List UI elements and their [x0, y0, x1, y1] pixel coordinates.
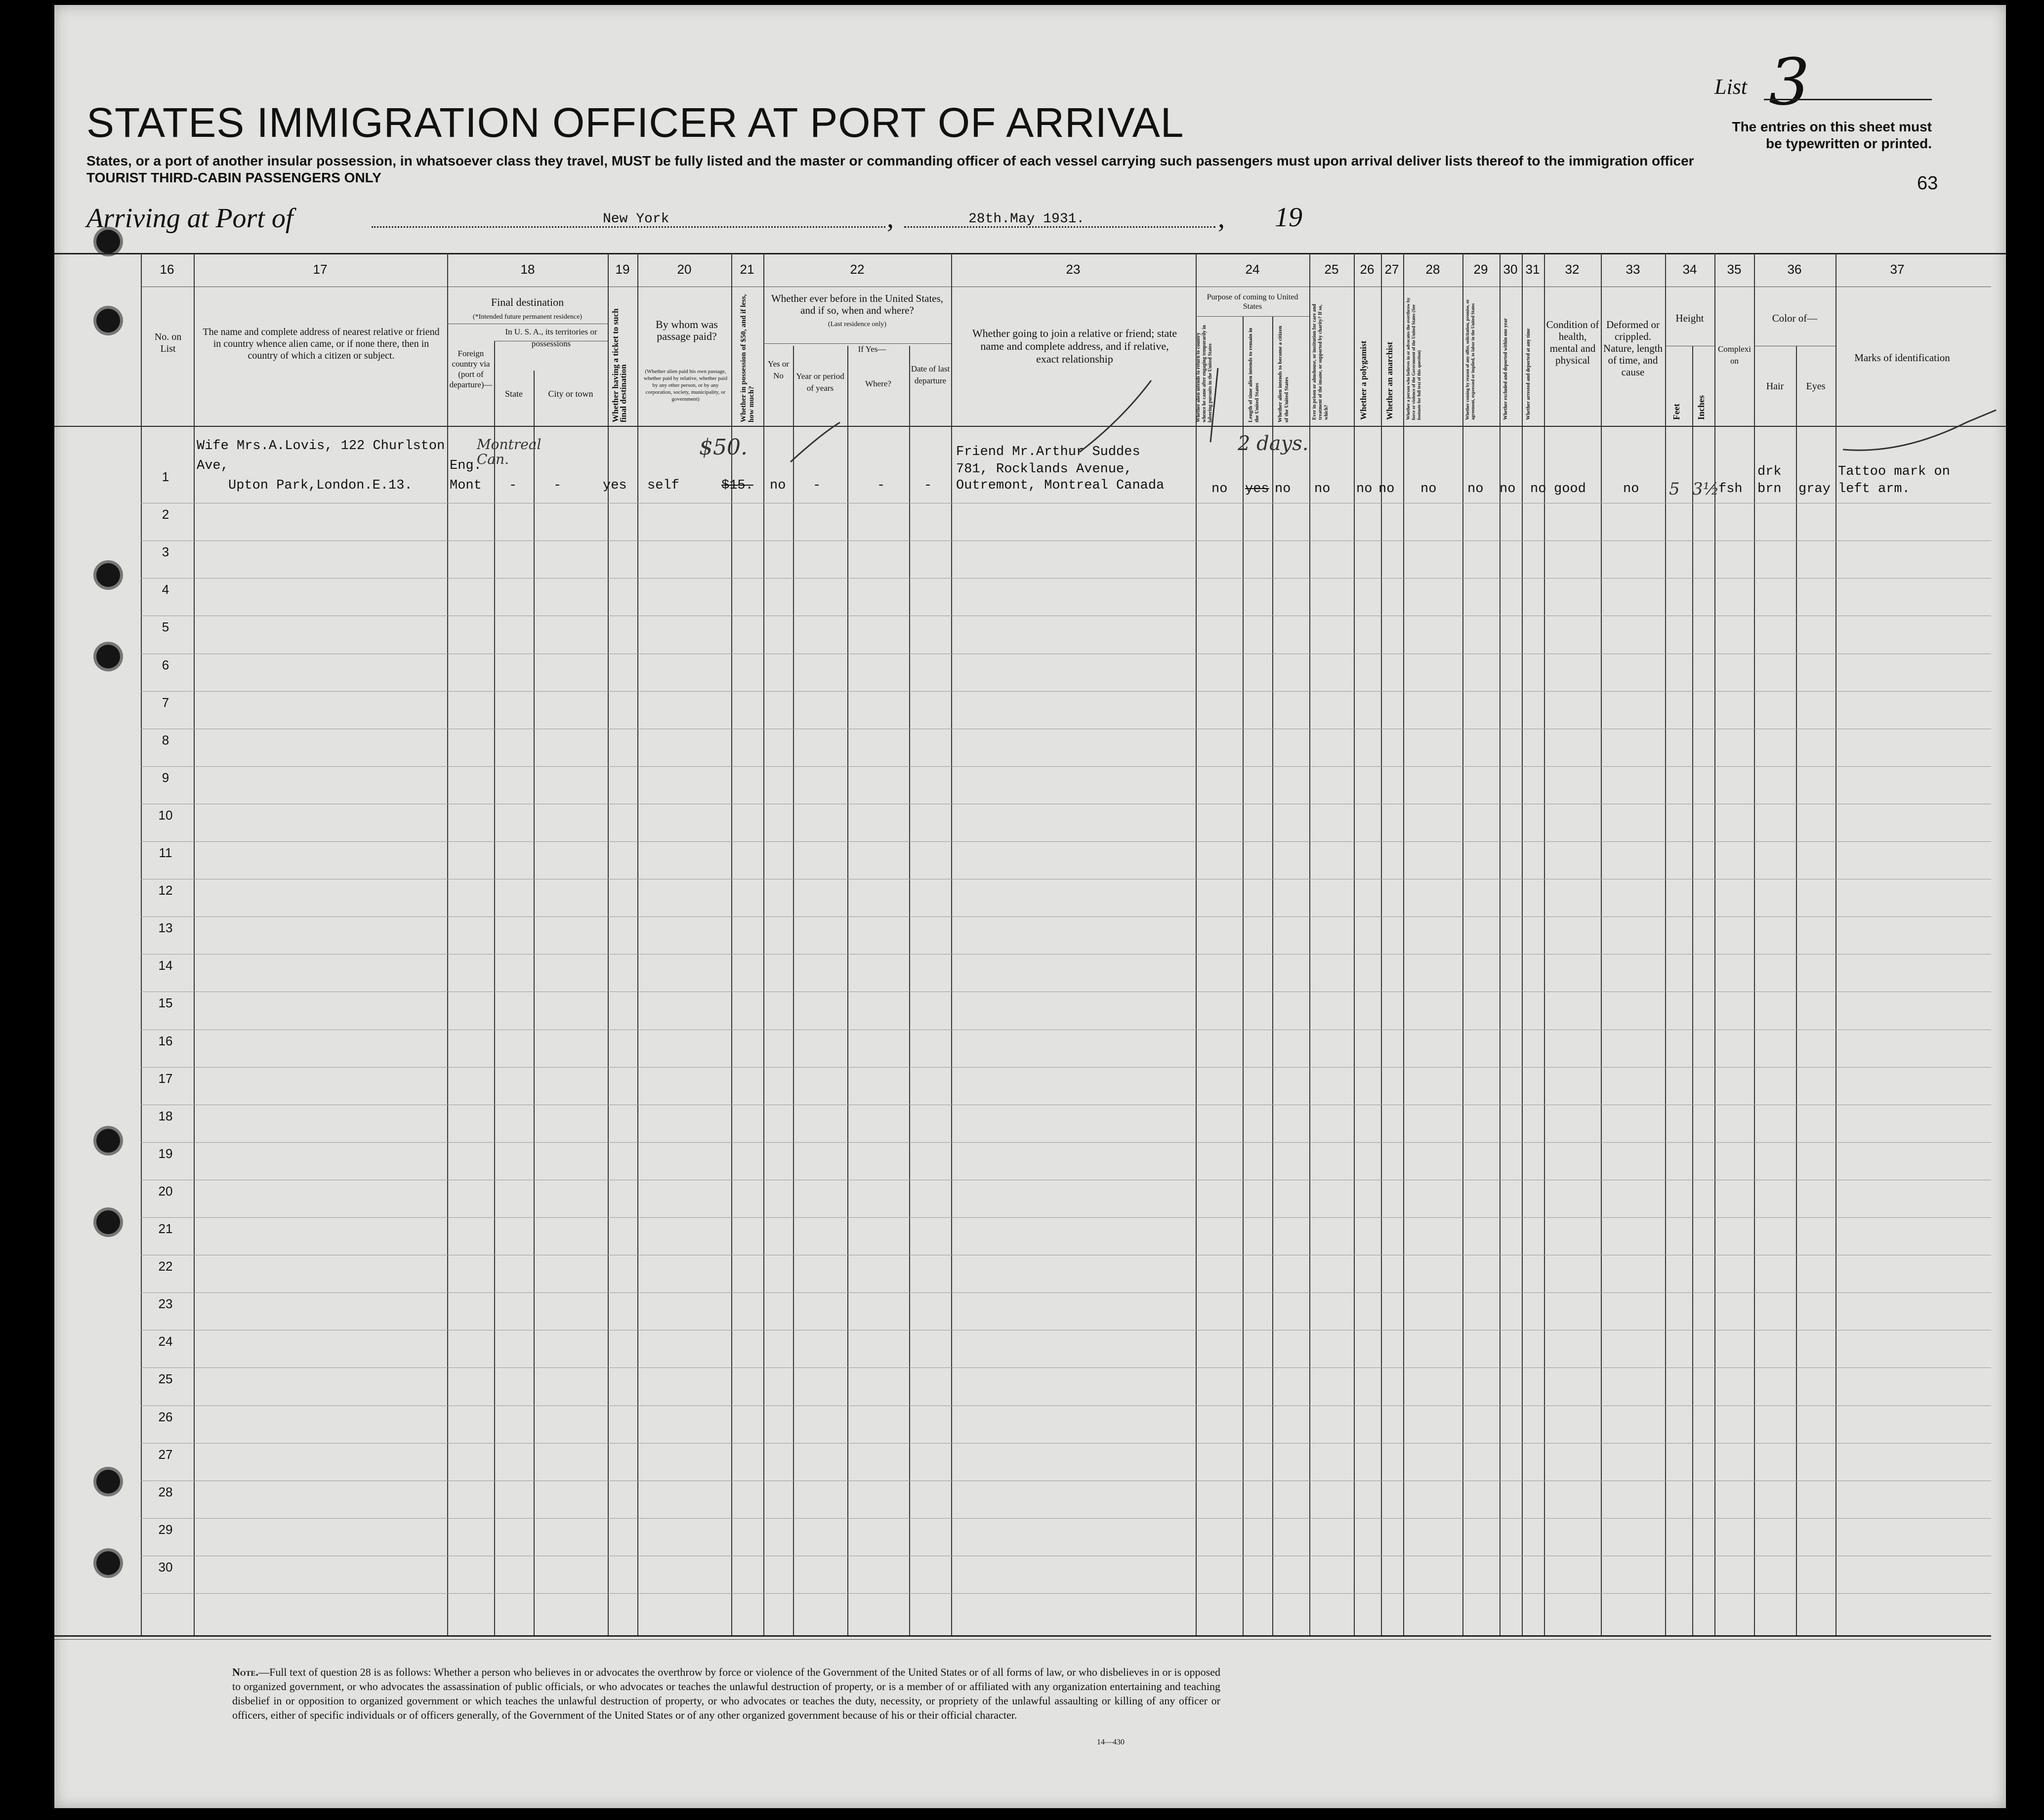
complexion-value: fsh	[1718, 482, 1743, 496]
health-value: good	[1554, 482, 1586, 496]
row-number: 24	[158, 1334, 173, 1349]
city-value: -	[553, 478, 562, 493]
header-if-yes: If Yes—	[858, 344, 886, 354]
row-number: 26	[158, 1409, 173, 1424]
header-where: Where?	[865, 379, 891, 388]
col-number: 20	[677, 262, 692, 277]
arriving-label: Arriving at Port of	[86, 203, 293, 234]
polygamist-value: no	[1356, 482, 1373, 496]
note-line-2: be typewritten or printed.	[1765, 136, 1932, 151]
header-years: Year or period of years	[796, 372, 844, 393]
row-number: 8	[162, 732, 169, 747]
list-number: 3	[1769, 44, 1810, 120]
height-feet: 5	[1669, 479, 1680, 499]
foreign-country: Eng.	[450, 458, 482, 473]
header-health: Condition of health, mental and physical	[1546, 319, 1599, 366]
money-value: $15.	[721, 478, 753, 493]
prison-value: no	[1314, 482, 1331, 496]
row-number: 25	[158, 1371, 173, 1387]
form-code: 14—430	[1097, 1738, 1125, 1746]
header-usa: In U. S. A., its territories or possessions	[505, 327, 597, 348]
row-number: 22	[158, 1259, 173, 1274]
purpose-b-handwritten: 2 days.	[1238, 432, 1309, 455]
check-stroke	[1210, 368, 1218, 442]
join-line-2: 781, Rocklands Avenue,	[956, 462, 1132, 477]
footnote-label: Note.	[232, 1666, 259, 1678]
before-years: -	[813, 478, 821, 493]
marks-line-1: Tattoo mark on	[1838, 464, 1950, 479]
row-number: 16	[158, 1033, 173, 1048]
join-line-1: Friend Mr.Arthur Suddes	[956, 445, 1140, 459]
header-anarchist: Whether an anarchist	[1385, 341, 1394, 420]
arrival-date: 28th.May 1931.	[968, 211, 1085, 227]
col-number: 31	[1525, 262, 1540, 277]
header-prison: Ever in prison or almshouse, or institution for care and treatment of the insane, or supported by charity? If so, which?	[1312, 304, 1329, 420]
purpose-a: no	[1211, 482, 1228, 496]
header-purpose: Purpose of coming to United States	[1207, 293, 1298, 311]
col-number: 17	[313, 262, 328, 277]
col-number: 23	[1066, 262, 1081, 277]
marks-line-2: left arm.	[1838, 482, 1910, 496]
col-number: 29	[1473, 262, 1488, 277]
hair-line-2: brn	[1757, 482, 1782, 496]
deformed-value: no	[1623, 482, 1639, 496]
header-list-number: No. on List	[154, 331, 182, 354]
comma: ,	[1218, 203, 1225, 234]
row-number: 11	[159, 845, 172, 860]
page-title: STATES IMMIGRATION OFFICER AT PORT OF ARRIVAL	[86, 99, 1184, 146]
header-yes-no: Yes or No	[767, 359, 790, 380]
col-number: 36	[1787, 262, 1802, 277]
before-yes-no: no	[770, 478, 786, 493]
header-state: State	[505, 389, 523, 399]
row-number: 23	[158, 1296, 173, 1312]
col-number: 37	[1890, 262, 1905, 277]
header-purpose-b: Length of time alien intends to remain in the United States	[1248, 328, 1260, 422]
header-last-departure: Date of last departure	[911, 364, 950, 385]
row-number: 13	[158, 920, 173, 936]
hair-line-1: drk	[1757, 464, 1782, 479]
note-line-1: The entries on this sheet must	[1732, 119, 1932, 134]
header-marks: Marks of identification	[1854, 352, 1950, 364]
col-number: 22	[850, 262, 865, 277]
header-inches: Inches	[1696, 395, 1706, 420]
eyes-value: gray	[1798, 482, 1831, 496]
header-polygamist: Whether a polygamist	[1359, 340, 1368, 420]
ticket-value: yes	[603, 478, 627, 493]
row-number: 27	[158, 1447, 173, 1462]
relative-line-2: Ave,	[197, 458, 229, 473]
before-where: -	[877, 478, 885, 493]
row-number: 5	[162, 620, 169, 635]
check-stroke	[1080, 380, 1151, 452]
header-color: Color of—	[1772, 312, 1818, 324]
header-city: City or town	[548, 389, 593, 399]
header-deformed: Deformed or crippled. Nature, length of time, and cause	[1603, 319, 1663, 378]
col-number: 16	[160, 262, 174, 277]
purpose-c: no	[1275, 482, 1291, 496]
footer-rule	[54, 1639, 1991, 1640]
header-before-in-us-sub: (Last residence only)	[828, 321, 887, 328]
footnote	[232, 1665, 1220, 1722]
header-foreign-country: Foreign country via (port of departure)—	[449, 349, 493, 389]
header-money: Whether in possession of $50, and if less, how much?	[740, 294, 755, 422]
header-final-destination-sub: (*Intended future permanent residence)	[472, 313, 583, 321]
row-number: 19	[158, 1146, 173, 1161]
header-passage-paid: By whom was passage paid?	[656, 318, 718, 342]
row-number: 17	[158, 1071, 173, 1086]
col-number: 30	[1503, 262, 1518, 277]
header-hair: Hair	[1766, 381, 1784, 392]
col-number: 24	[1245, 262, 1260, 277]
header-feet: Feet	[1671, 404, 1681, 420]
row-number: 21	[158, 1221, 173, 1236]
check-stroke	[791, 422, 840, 462]
col-number: 21	[740, 262, 754, 277]
labor-offer-value: no	[1467, 482, 1484, 496]
anarchist-value: no	[1378, 482, 1395, 496]
destination-handwritten: Montreal Can.	[477, 436, 542, 467]
row-number: 12	[158, 883, 173, 898]
foreign-port: Mont	[450, 478, 482, 493]
header-passage-paid-sub: (Whether alien paid his own passage, whether paid by relative, whether paid by any other person, or by any corporation, society, municipality, or government)	[643, 369, 728, 402]
header-labor-offer: Whether coming by reason of any offer, solicitation, promise, or agreement, expressed or implied, to labor in the United States	[1465, 299, 1475, 420]
row-number: 20	[158, 1183, 173, 1199]
before-last-departure: -	[924, 478, 932, 493]
col-number: 34	[1682, 262, 1697, 277]
col-number: 26	[1360, 262, 1375, 277]
header-nearest-relative: The name and complete address of nearest relative or friend in country whence alien came, or if none there, then in country of which a citizen or subject.	[203, 327, 440, 361]
row-number: 28	[158, 1484, 173, 1499]
header-join-relative: Whether going to join a relative or friend; state name and complete address, and if relative, exact relationship	[972, 327, 1177, 365]
footnote-text: —Full text of question 28 is as follows: Whether a person who believes in or advocates the overthrow by force or violence of the Government of the United States or of all forms of law, or who disbelieves in or is opposed to organized government, or who advocates the assassination of public officials, or who advocates or teaches the unlawful destruction of property, or is a member of or affiliated with any organization entertaining and teaching disbelief in or opposition to organized government or which teaches the unlawful destruction of property, or who advocates or teaches the duty, necessity, or propriety of the unlawful assaulting or killing of any officer or officers, either of specific individuals or of officers generally, of the Government of the United States or of any other organized government because of his or their official character.	[232, 1666, 1220, 1721]
height-inches: 3½	[1692, 479, 1719, 499]
header-ticket: Whether having a ticket to such final destination	[611, 308, 628, 422]
header-height: Height	[1675, 312, 1704, 324]
row-number: 4	[162, 582, 169, 597]
header-purpose-a: Whether alien intends to return to country whence he came after engaging temporarily in laboring pursuits in the United States	[1196, 325, 1213, 422]
header-deported: Whether arrested and deported at any time	[1526, 328, 1531, 420]
relative-line-1: Wife Mrs.A.Lovis, 122 Churlston	[197, 439, 445, 454]
row-number: 14	[158, 958, 173, 973]
col-number: 28	[1425, 262, 1440, 277]
row-number: 6	[162, 657, 169, 672]
col-number: 27	[1384, 262, 1399, 277]
check-stroke	[1843, 410, 1996, 450]
page-number: 63	[1917, 173, 1938, 194]
year-prefix: 19	[1275, 202, 1302, 233]
join-line-3: Outremont, Montreal Canada	[956, 478, 1165, 493]
comma: ,	[887, 203, 894, 234]
row-number: 9	[162, 770, 169, 785]
header-before-in-us: Whether ever before in the United States, and if so, when and where?	[771, 292, 944, 316]
money-handwritten: $50.	[699, 435, 748, 460]
row-number: 15	[158, 995, 173, 1011]
row-number: 7	[162, 695, 169, 710]
port-value: New York	[603, 211, 669, 227]
overthrow-value: no	[1420, 482, 1437, 496]
header-purpose-c: Whether alien intends to become a citizen of the United States	[1277, 326, 1290, 422]
state-value: -	[509, 478, 517, 493]
row-number: 29	[158, 1522, 173, 1537]
row-number: 10	[158, 807, 173, 823]
row-number: 3	[162, 544, 169, 560]
col-number: 18	[520, 262, 535, 277]
row-number: 1	[162, 469, 169, 484]
header-eyes: Eyes	[1806, 381, 1826, 392]
relative-line-3: Upton Park,London.E.13.	[228, 478, 413, 493]
deported-value: no	[1530, 482, 1546, 496]
passenger-class: TOURIST THIRD-CABIN PASSENGERS ONLY	[86, 170, 381, 185]
list-label: List	[1714, 75, 1748, 99]
col-number: 19	[615, 262, 630, 277]
row-number: 2	[162, 507, 169, 522]
instructions-line: States, or a port of another insular possession, in whatsoever class they travel, MUST be fully listed and the master or commanding officer of each vessel carrying such passengers must upon arrival deliver lists thereof to the immigration officer	[86, 153, 1694, 168]
header-overthrow: Whether a person who believes in or advocates the overthrow by force or violence of the Government of the United States (See footnote for full text of this question)	[1406, 297, 1421, 420]
col-number: 35	[1727, 262, 1742, 277]
row-number: 18	[158, 1108, 173, 1123]
col-number: 32	[1565, 262, 1580, 277]
header-complexion: Complexion	[1717, 344, 1752, 366]
header-excluded: Whether excluded and deported within one year	[1503, 318, 1508, 420]
header-final-destination: Final destination	[491, 296, 564, 308]
col-number: 33	[1626, 262, 1640, 277]
purpose-b: yes	[1245, 482, 1269, 496]
excluded-value: no	[1500, 482, 1516, 496]
paid-by-value: self	[647, 478, 679, 493]
col-number: 25	[1324, 262, 1339, 277]
row-number: 30	[158, 1559, 173, 1574]
